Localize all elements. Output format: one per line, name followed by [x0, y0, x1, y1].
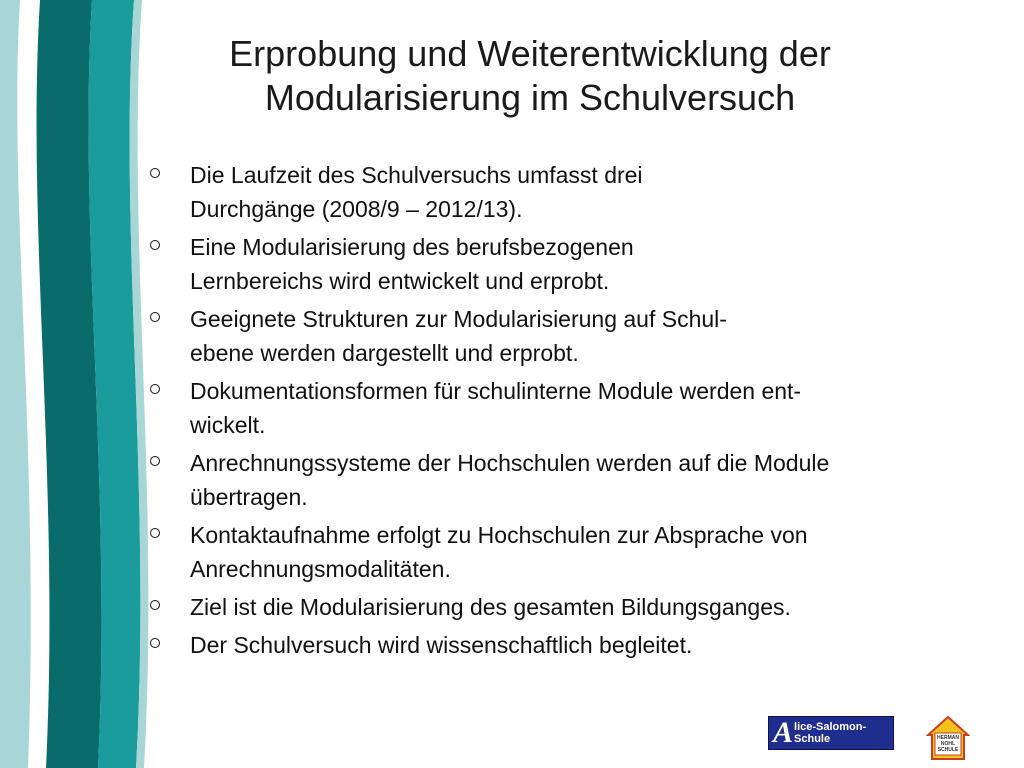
bullet-list	[150, 158, 1000, 666]
bullet-circle-icon	[150, 638, 160, 648]
bullet-text: Ziel ist die Modularisierung des gesamten Bildungsganges.	[190, 594, 791, 620]
list-item	[150, 158, 1000, 226]
list-item	[150, 374, 1000, 442]
bullet-circle-icon	[150, 384, 160, 394]
list-item	[150, 446, 1000, 514]
bullet-text: Kontaktaufnahme erfolgt zu Hochschulen zur Absprache von	[190, 522, 808, 548]
bullet-text: Der Schulversuch wird wissenschaftlich begleitet.	[190, 632, 693, 658]
bullet-text: wickelt.	[190, 412, 266, 438]
bullet-text: Lernbereichs wird entwickelt und erprobt.	[190, 268, 610, 294]
logo-text: lice-Salomon-Schule	[794, 721, 867, 745]
slide-title-line-1: Erprobung und Weiterentwicklung der	[229, 33, 831, 74]
bullet-text: ebene werden dargestellt und erprobt.	[190, 340, 579, 366]
bullet-circle-icon	[150, 600, 160, 610]
house-logo-line: SCHULE	[937, 747, 959, 753]
alice-salomon-schule-logo	[768, 716, 894, 750]
list-item	[150, 628, 1000, 662]
house-logo-line: NOHL	[940, 741, 956, 747]
list-item	[150, 518, 1000, 586]
bullet-text: Geeignete Strukturen zur Modularisierung auf Schul-	[190, 306, 727, 332]
bullet-circle-icon	[150, 240, 160, 250]
bullet-text: Anrechnungssysteme der Hochschulen werden auf die Module	[190, 450, 830, 476]
bullet-circle-icon	[150, 456, 160, 466]
bullet-text: Durchgänge (2008/9 – 2012/13).	[190, 196, 523, 222]
bullet-text: Anrechnungsmodalitäten.	[190, 556, 451, 582]
list-item	[150, 230, 1000, 298]
bullet-text: übertragen.	[190, 484, 308, 510]
bullet-circle-icon	[150, 168, 160, 178]
list-item	[150, 302, 1000, 370]
bullet-circle-icon	[150, 528, 160, 538]
bullet-text: Dokumentationsformen für schulinterne Module werden ent-	[190, 378, 802, 404]
bullet-circle-icon	[150, 312, 160, 322]
list-item	[150, 590, 1000, 624]
herman-nohl-schule-logo	[926, 715, 970, 761]
slide-title	[190, 32, 870, 120]
logo-initial: A	[773, 716, 794, 749]
house-logo-text	[936, 735, 960, 753]
bullet-text: Die Laufzeit des Schulversuchs umfasst drei	[190, 162, 643, 188]
slide-title-line-2: Modularisierung im Schulversuch	[264, 77, 796, 118]
house-logo-line: HERMAN	[937, 735, 959, 741]
bullet-text: Eine Modularisierung des berufsbezogenen	[190, 234, 634, 260]
